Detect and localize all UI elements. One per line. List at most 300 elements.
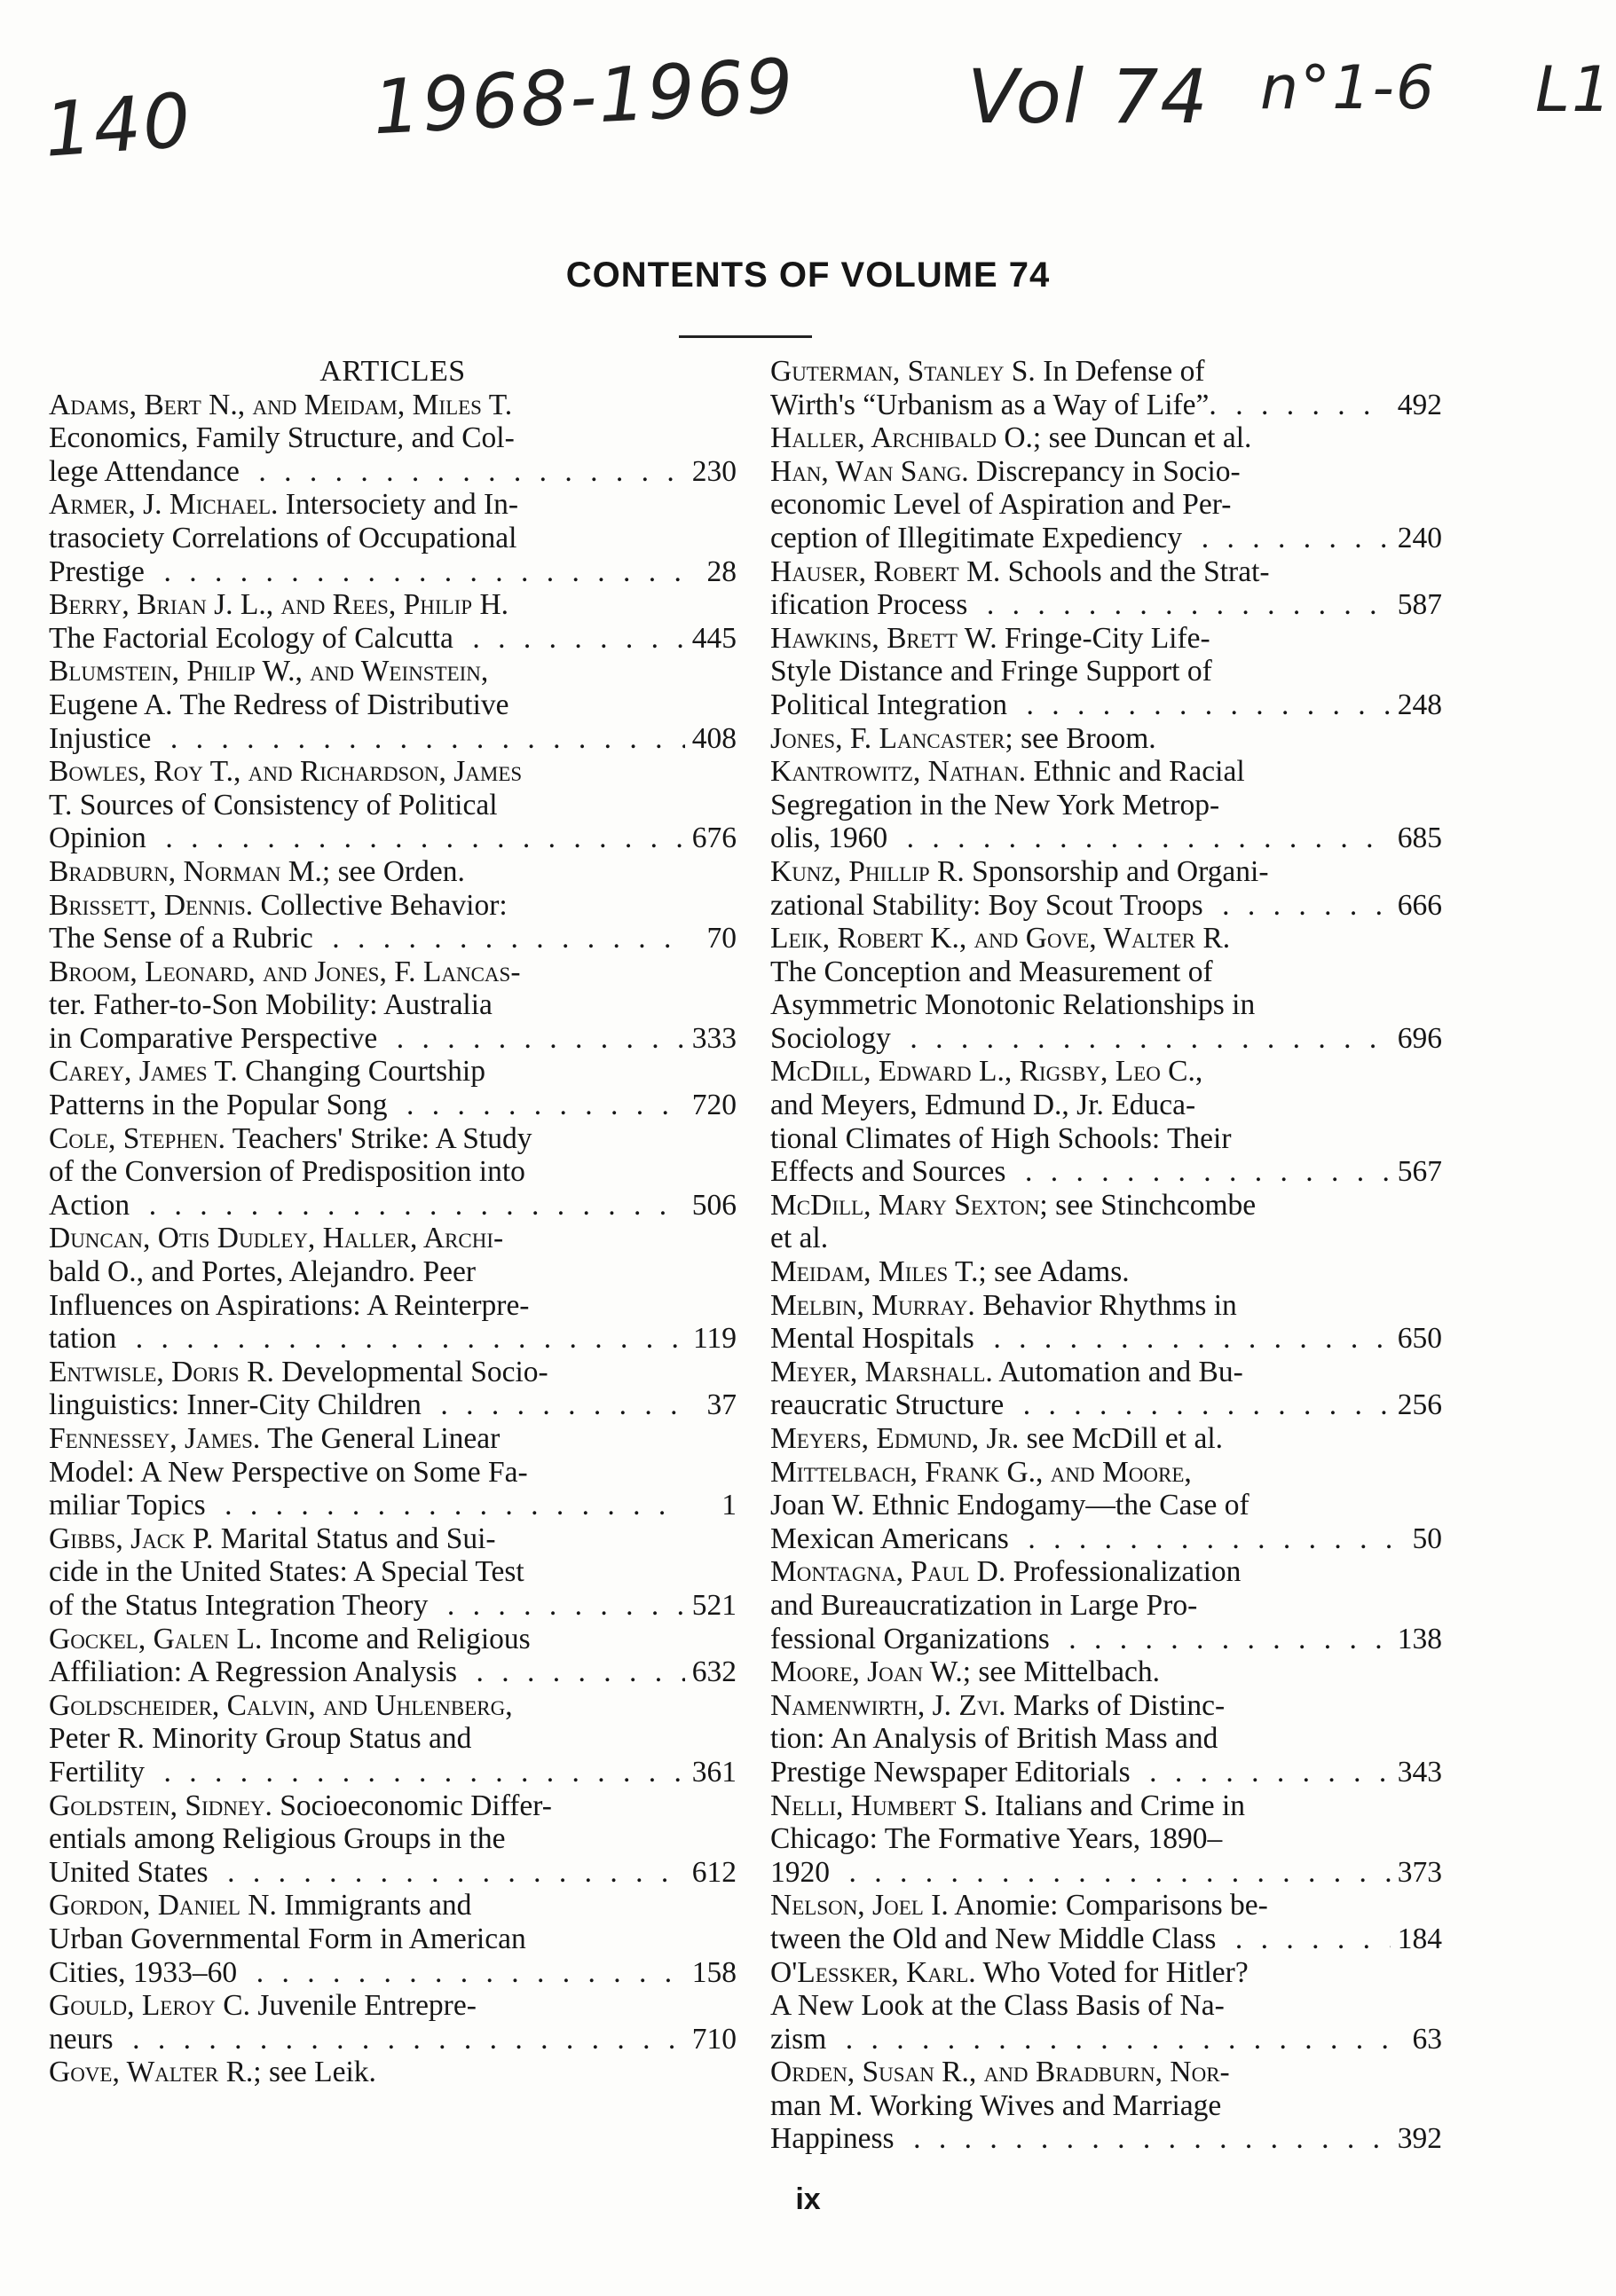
entry-title-text: ification Process xyxy=(770,588,968,622)
contents-entry xyxy=(49,1055,737,1121)
contents-entry xyxy=(49,2056,737,2089)
dot-leader xyxy=(895,2122,1391,2156)
entry-author: Nelson, Joel I. xyxy=(770,1889,949,1923)
entry-author-line xyxy=(49,1789,737,1823)
entry-title-text: zism xyxy=(770,2022,827,2056)
entry-title-line xyxy=(49,1755,737,1789)
entry-title-text: ception of Illegitimate Expediency xyxy=(770,521,1183,554)
contents-entry xyxy=(49,1122,737,1223)
contents-entry xyxy=(770,1889,1442,1955)
entry-title-start: Sponsorship and Organi- xyxy=(972,854,1269,888)
entry-author-line xyxy=(770,1889,1442,1923)
page-reference: 343 xyxy=(1397,1755,1442,1789)
entry-title-line: Urban Governmental Form in American xyxy=(49,1922,526,1955)
entry-title-start: Marks of Distinc- xyxy=(1013,1688,1226,1722)
dot-leader xyxy=(1131,1756,1391,1789)
entry-title-line xyxy=(770,1021,1442,1056)
dot-leader xyxy=(1005,1155,1391,1189)
entry-title-start: The General Linear xyxy=(267,1422,501,1455)
dot-leader xyxy=(1216,1923,1391,1956)
entry-title-line xyxy=(49,1021,737,1056)
contents-entry xyxy=(770,1456,1442,1556)
page-reference: 37 xyxy=(706,1388,737,1422)
contents-entry xyxy=(49,1623,737,1689)
contents-entry xyxy=(49,855,737,889)
entry-title-line xyxy=(770,822,1442,855)
contents-entry xyxy=(770,1956,1442,2056)
entry-author-line xyxy=(49,1055,737,1089)
dot-leader xyxy=(428,1589,685,1623)
entry-title-text: The Sense of a Rubric xyxy=(49,922,313,955)
entry-author: Guterman, Stanley S. xyxy=(770,355,1036,388)
contents-entry xyxy=(49,1889,737,1989)
entry-author: Moore, Joan W.; xyxy=(770,1655,972,1689)
entry-title-start: see Stinchcombe xyxy=(1055,1188,1257,1222)
page-reference: 256 xyxy=(1397,1388,1442,1422)
contents-entry xyxy=(49,1522,737,1623)
contents-entry xyxy=(49,1689,737,1789)
dot-leader xyxy=(974,1322,1391,1356)
entry-author: Montagna, Paul D. xyxy=(770,1555,1006,1589)
entry-title-line xyxy=(49,1955,737,1990)
contents-entry xyxy=(49,655,737,755)
entry-title-text: Action xyxy=(49,1188,130,1222)
page-reference: 408 xyxy=(691,721,737,755)
dot-leader xyxy=(1050,1623,1391,1656)
entry-author: Berry, Brian J. L., and Rees, Philip H. xyxy=(49,588,509,622)
entry-title-line xyxy=(49,621,737,656)
dot-leader xyxy=(130,1189,685,1223)
entry-title-line: man M. Working Wives and Marriage xyxy=(770,2088,1222,2122)
entry-author: Jones, F. Lancaster; xyxy=(770,721,1013,755)
entry-title-text: Patterns in the Popular Song xyxy=(49,1089,388,1122)
title-rule xyxy=(679,335,812,338)
entry-title-text: zational Stability: Boy Scout Troops xyxy=(770,888,1203,922)
dot-leader xyxy=(237,1956,685,1990)
entry-title-text: Mexican Americans xyxy=(770,1521,1009,1555)
contents-entry xyxy=(770,421,1442,455)
contents-entry xyxy=(49,755,737,855)
entry-title-line xyxy=(49,822,737,855)
entry-title-start: see Mittelbach. xyxy=(978,1655,1161,1689)
entry-author: Kunz, Phillip R. xyxy=(770,854,965,888)
entry-author: Meyer, Marshall. xyxy=(770,1355,993,1388)
entry-author-line xyxy=(770,1955,1442,1990)
entry-title-line xyxy=(770,388,1442,422)
dot-leader xyxy=(826,2023,1391,2056)
entry-author: Hawkins, Brett W. xyxy=(770,621,997,655)
page-reference: 138 xyxy=(1397,1622,1442,1655)
entry-author-line xyxy=(770,1688,1442,1723)
page-reference: 28 xyxy=(706,554,737,588)
entry-title-line: tion: An Analysis of British Mass and xyxy=(770,1722,1218,1756)
page-reference: 492 xyxy=(1397,388,1442,421)
dot-leader xyxy=(887,822,1391,855)
contents-entry xyxy=(770,1055,1442,1188)
dot-leader xyxy=(377,1022,685,1056)
page-reference: 373 xyxy=(1397,1855,1442,1889)
handwritten-volume: Vol 74 xyxy=(967,53,1210,140)
handwritten-annotation xyxy=(27,35,1613,174)
entry-title-text: Injustice xyxy=(49,721,152,755)
entry-title-line xyxy=(49,922,737,955)
contents-entry xyxy=(49,889,737,955)
page-reference: 392 xyxy=(1397,2122,1442,2156)
page-reference: 650 xyxy=(1397,1322,1442,1356)
entry-title-start: see Broom. xyxy=(1021,721,1156,755)
entry-title-start: Developmental Socio- xyxy=(281,1355,548,1388)
entry-title-line xyxy=(49,1489,737,1522)
entry-author: Armer, J. Michael. xyxy=(49,488,279,522)
handwritten-issues: n°1-6 xyxy=(1260,53,1437,123)
entry-title-line: Influences on Aspirations: A Reinterpre- xyxy=(49,1288,530,1322)
entry-title-text: Happiness xyxy=(770,2122,895,2156)
entry-title-start: Behavior Rhythms in xyxy=(982,1288,1237,1322)
entry-title-line: bald O., and Portes, Alejandro. Peer xyxy=(49,1255,476,1289)
entry-title-line xyxy=(49,1855,737,1890)
entry-author: Bowles, Roy T., and Richardson, James xyxy=(49,755,523,789)
entry-title-text: 1920 xyxy=(770,1855,830,1889)
entry-author-line xyxy=(770,1789,1442,1823)
contents-entry xyxy=(49,389,737,489)
page-reference: 685 xyxy=(1397,822,1442,855)
page-reference: 567 xyxy=(1397,1155,1442,1189)
entry-author-line xyxy=(49,854,737,889)
entry-title-text: in Comparative Perspective xyxy=(49,1021,378,1055)
entry-author: Mittelbach, Frank G., and Moore, xyxy=(770,1455,1192,1489)
dot-leader xyxy=(1217,389,1391,422)
page-reference: 230 xyxy=(691,454,737,488)
entry-title-line: Style Distance and Fringe Support of xyxy=(770,655,1212,688)
entry-author-line xyxy=(49,388,737,422)
entry-title-line: entials among Religious Groups in the xyxy=(49,1822,506,1856)
entry-title-text: fessional Organizations xyxy=(770,1622,1050,1655)
entry-title-text: Fertility xyxy=(49,1755,145,1789)
entry-list-right xyxy=(770,355,1442,2156)
entry-author-line xyxy=(49,1121,737,1156)
dot-leader xyxy=(1009,1522,1391,1556)
entry-title-text: tation xyxy=(49,1322,117,1356)
entry-author-line xyxy=(49,1222,737,1255)
entry-author: Blumstein, Philip W., and Weinstein, xyxy=(49,655,489,688)
entry-title-text: Mental Hospitals xyxy=(770,1322,974,1356)
page-reference: 119 xyxy=(692,1322,737,1356)
entry-title-line: of the Conversion of Predisposition into xyxy=(49,1155,525,1189)
entry-author-line xyxy=(49,1688,737,1723)
entry-title-text: United States xyxy=(49,1855,209,1889)
entry-author: Goldstein, Sidney. xyxy=(49,1789,272,1822)
entry-author-line xyxy=(49,1989,737,2023)
entry-title-line: A New Look at the Class Basis of Na- xyxy=(770,1989,1225,2023)
entry-author: Namenwirth, J. Zvi. xyxy=(770,1688,1006,1722)
contents-entry xyxy=(770,1356,1442,1422)
contents-entry xyxy=(770,755,1442,855)
dot-leader xyxy=(145,1756,685,1789)
contents-entry xyxy=(770,1689,1442,1789)
entry-title-text: Political Integration xyxy=(770,688,1008,721)
entry-title-line xyxy=(770,1388,1442,1422)
entry-title-line xyxy=(49,1188,737,1223)
entry-title-text: linguistics: Inner-City Children xyxy=(49,1388,422,1422)
entry-author-line xyxy=(770,1422,1442,1456)
entry-title-line: Joan W. Ethnic Endogamy—the Case of xyxy=(770,1489,1249,1522)
entry-author: Carey, James T. xyxy=(49,1055,238,1089)
page-title: CONTENTS OF VOLUME 74 xyxy=(565,256,1051,295)
entry-title-line: Peter R. Minority Group Status and xyxy=(49,1722,472,1756)
entry-author: Meyers, Edmund, Jr. xyxy=(770,1422,1020,1455)
contents-entry xyxy=(770,1422,1442,1456)
entry-author-line xyxy=(49,1422,737,1456)
contents-entry xyxy=(770,855,1442,922)
entry-title-line xyxy=(770,1155,1442,1189)
entry-title-line xyxy=(49,1089,737,1122)
entry-title-start: Discrepancy in Socio- xyxy=(975,454,1241,488)
entry-title-line xyxy=(49,721,737,756)
entry-author: Melbin, Murray. xyxy=(770,1288,975,1322)
entry-author: Bradburn, Norman M.; xyxy=(49,854,331,888)
entry-author: Gordon, Daniel N. xyxy=(49,1889,277,1923)
page-reference: 248 xyxy=(1397,688,1442,721)
entry-author-line xyxy=(49,1521,737,1556)
page-number: ix xyxy=(795,2182,821,2216)
entry-author: Han, Wan Sang. xyxy=(770,454,969,488)
entry-title-text: lege Attendance xyxy=(49,454,240,488)
entry-title-start: Anomie: Comparisons be- xyxy=(954,1889,1268,1923)
dot-leader xyxy=(313,922,685,955)
dot-leader xyxy=(146,822,685,855)
contents-entry xyxy=(770,1289,1442,1356)
contents-entry xyxy=(49,1422,737,1522)
entry-author: Goldscheider, Calvin, and Uhlenberg, xyxy=(49,1688,513,1722)
contents-entry xyxy=(49,1989,737,2056)
entry-title-line: Economics, Family Structure, and Col- xyxy=(49,421,515,455)
entry-title-line: Chicago: The Formative Years, 1890– xyxy=(770,1822,1223,1856)
entry-title-start: Intersociety and In- xyxy=(285,488,519,522)
contents-entry xyxy=(770,1555,1442,1655)
entry-author: Brissett, Dennis. xyxy=(49,888,254,922)
entry-author-line xyxy=(49,955,737,989)
entry-title-text: miliar Topics xyxy=(49,1489,206,1522)
dot-leader xyxy=(388,1089,685,1122)
dot-leader xyxy=(1203,889,1391,923)
entry-author-line xyxy=(770,1555,1442,1589)
entry-author-line xyxy=(770,854,1442,889)
dot-leader xyxy=(830,1856,1391,1890)
entry-author-line xyxy=(770,1188,1442,1223)
entry-title-start: Automation and Bu- xyxy=(998,1355,1243,1388)
entry-author: Orden, Susan R., and Bradburn, Nor- xyxy=(770,2056,1230,2089)
entry-author-line xyxy=(49,1622,737,1656)
entry-author-line xyxy=(770,1055,1442,1089)
contents-column-left xyxy=(49,355,737,2089)
entry-author: Nelli, Humbert S. xyxy=(770,1789,988,1822)
entry-author-line xyxy=(770,1455,1442,1490)
page-reference: 720 xyxy=(691,1089,737,1122)
entry-author: McDill, Edward L., Rigsby, Leo C., xyxy=(770,1055,1203,1089)
entry-title-line: tional Climates of High Schools: Their xyxy=(770,1121,1232,1155)
contents-entry xyxy=(770,2056,1442,2156)
contents-entry xyxy=(770,722,1442,756)
entry-title-line: and Bureaucratization in Large Pro- xyxy=(770,1588,1198,1622)
handwritten-code: L1 xyxy=(1535,53,1613,126)
page-reference: 676 xyxy=(691,822,737,855)
entry-title-line xyxy=(770,1622,1442,1656)
page-reference: 445 xyxy=(691,621,737,655)
handwritten-number: 140 xyxy=(41,76,195,174)
entry-author-line xyxy=(49,1889,737,1923)
contents-entry xyxy=(49,1789,737,1890)
entry-title-text: Sociology xyxy=(770,1021,891,1055)
entry-author: Gould, Leroy C. xyxy=(49,1989,250,2023)
entry-title-line xyxy=(49,1655,737,1689)
dot-leader xyxy=(240,455,685,489)
page-reference: 632 xyxy=(691,1655,737,1689)
dot-leader xyxy=(457,1655,685,1689)
entry-author: Haller, Archibald O.; xyxy=(770,421,1042,455)
entry-title-line xyxy=(49,2022,737,2056)
page-reference: 612 xyxy=(691,1855,737,1889)
entry-title-start: Professionalization xyxy=(1013,1555,1242,1589)
entry-title-start: see Adams. xyxy=(994,1255,1130,1289)
entry-author: Broom, Leonard, and Jones, F. Lancas- xyxy=(49,955,521,988)
entry-title-line xyxy=(770,1755,1442,1789)
entry-author-line xyxy=(49,1355,737,1389)
entry-title-line: economic Level of Aspiration and Per- xyxy=(770,488,1232,522)
entry-title-line: The Conception and Measurement of xyxy=(770,955,1213,988)
entry-author-line xyxy=(770,1355,1442,1389)
entry-title-line: and Meyers, Edmund D., Jr. Educa- xyxy=(770,1089,1196,1122)
entry-title-line xyxy=(770,521,1442,555)
entry-title-line xyxy=(770,1322,1442,1356)
entry-title-line xyxy=(49,1388,737,1422)
entry-author-line xyxy=(770,721,1442,756)
entry-title-text: Wirth's “Urbanism as a Way of Life”. xyxy=(770,388,1217,421)
contents-entry xyxy=(770,1655,1442,1689)
entry-title-start: Ethnic and Racial xyxy=(1033,755,1245,789)
entry-title-text: of the Status Integration Theory xyxy=(49,1588,429,1622)
entry-title-text: The Factorial Ecology of Calcutta xyxy=(49,621,453,655)
contents-entry xyxy=(770,1255,1442,1289)
entry-author-line xyxy=(770,621,1442,656)
entry-title-line: Model: A New Perspective on Some Fa- xyxy=(49,1455,528,1489)
dot-leader xyxy=(1182,522,1391,555)
entry-title-start: Immigrants and xyxy=(284,1889,472,1923)
page-reference: 240 xyxy=(1397,521,1442,554)
entry-title-line: Segregation in the New York Metrop- xyxy=(770,788,1220,822)
entry-author-line xyxy=(770,755,1442,789)
entry-title-start: Collective Behavior: xyxy=(260,888,508,922)
entry-title-start: In Defense of xyxy=(1043,355,1205,388)
contents-entry xyxy=(49,488,737,588)
dot-leader xyxy=(422,1388,685,1422)
entry-author-line xyxy=(49,655,737,688)
entry-author-line xyxy=(770,1288,1442,1323)
entry-author: Cole, Stephen. xyxy=(49,1121,225,1155)
entry-author: Adams, Bert N., and Meidam, Miles T. xyxy=(49,388,513,421)
entry-title-line xyxy=(49,554,737,589)
entry-title-line xyxy=(770,888,1442,923)
entry-title-start: Fringe-City Life- xyxy=(1005,621,1210,655)
entry-author: O'Lessker, Karl. xyxy=(770,1955,976,1989)
entry-title-start: Socioeconomic Differ- xyxy=(280,1789,552,1822)
page-reference: 63 xyxy=(1412,2022,1442,2056)
entry-title-text: Prestige Newspaper Editorials xyxy=(770,1755,1131,1789)
entry-title-text: Opinion xyxy=(49,822,146,855)
entry-author-line xyxy=(770,1655,1442,1689)
entry-title-line xyxy=(770,2122,1442,2156)
entry-title-start: Juvenile Entrepre- xyxy=(257,1989,477,2023)
dot-leader xyxy=(116,1322,685,1356)
entry-author: Meidam, Miles T.; xyxy=(770,1255,987,1289)
contents-entry xyxy=(770,922,1442,1055)
entry-author-line xyxy=(49,488,737,522)
entry-author: Gibbs, Jack P. xyxy=(49,1521,214,1555)
dot-leader xyxy=(206,1489,685,1522)
entry-title-text: Affiliation: A Regression Analysis xyxy=(49,1655,458,1689)
entry-author-line xyxy=(49,888,737,923)
entry-title-line: cide in the United States: A Special Test xyxy=(49,1555,524,1589)
entry-author: Duncan, Otis Dudley, Haller, Archi- xyxy=(49,1222,504,1255)
entry-author-line xyxy=(770,421,1442,455)
entry-title-line: et al. xyxy=(770,1222,829,1255)
entry-title-text: Cities, 1933–60 xyxy=(49,1955,238,1989)
handwritten-years: 1968-1969 xyxy=(370,42,798,152)
entry-title-line: trasociety Correlations of Occupational xyxy=(49,521,517,554)
contents-entry xyxy=(770,455,1442,555)
entry-title-line xyxy=(770,1855,1442,1890)
entry-author-line xyxy=(770,554,1442,589)
entry-title-text: reaucratic Structure xyxy=(770,1388,1005,1422)
entry-author-line xyxy=(49,2056,737,2089)
entry-author: Fennessey, James. xyxy=(49,1422,261,1455)
entry-title-line xyxy=(770,1521,1442,1556)
page-reference: 521 xyxy=(691,1588,737,1622)
entry-author: Gockel, Galen L. xyxy=(49,1622,263,1655)
page-reference: 184 xyxy=(1397,1922,1442,1955)
contents-entry xyxy=(49,1356,737,1422)
dot-leader xyxy=(967,588,1391,622)
page-reference: 158 xyxy=(691,1955,737,1989)
entry-author: Hauser, Robert M. xyxy=(770,554,1001,588)
entry-title-start: see Leik. xyxy=(269,2056,376,2089)
dot-leader xyxy=(453,622,685,656)
entry-title-text: Prestige xyxy=(49,554,145,588)
entry-author-line xyxy=(770,454,1442,489)
entry-title-line xyxy=(770,2022,1442,2056)
entry-author-line xyxy=(770,1255,1442,1289)
dot-leader xyxy=(145,555,685,589)
entry-title-line xyxy=(770,588,1442,622)
contents-entry xyxy=(49,588,737,655)
entry-author-line xyxy=(770,355,1442,389)
page-reference: 710 xyxy=(691,2022,737,2056)
contents-entry xyxy=(770,1789,1442,1890)
entry-list-left xyxy=(49,389,737,2089)
entry-title-start: Teachers' Strike: A Study xyxy=(232,1121,532,1155)
entry-title-text: neurs xyxy=(49,2022,114,2056)
entry-title-start: Changing Courtship xyxy=(245,1055,485,1089)
entry-title-start: Schools and the Strat- xyxy=(1007,554,1270,588)
entry-title-line: ter. Father-to-Son Mobility: Australia xyxy=(49,988,493,1022)
entry-author-line xyxy=(49,755,737,789)
entry-title-start: see Orden. xyxy=(337,854,465,888)
contents-entry xyxy=(49,1222,737,1355)
entry-author: Entwisle, Doris R. xyxy=(49,1355,274,1388)
entry-title-text: olis, 1960 xyxy=(770,822,888,855)
entry-title-line: Eugene A. The Redress of Distributive xyxy=(49,688,509,721)
page-reference: 666 xyxy=(1397,888,1442,922)
entry-title-line xyxy=(770,1922,1442,1956)
